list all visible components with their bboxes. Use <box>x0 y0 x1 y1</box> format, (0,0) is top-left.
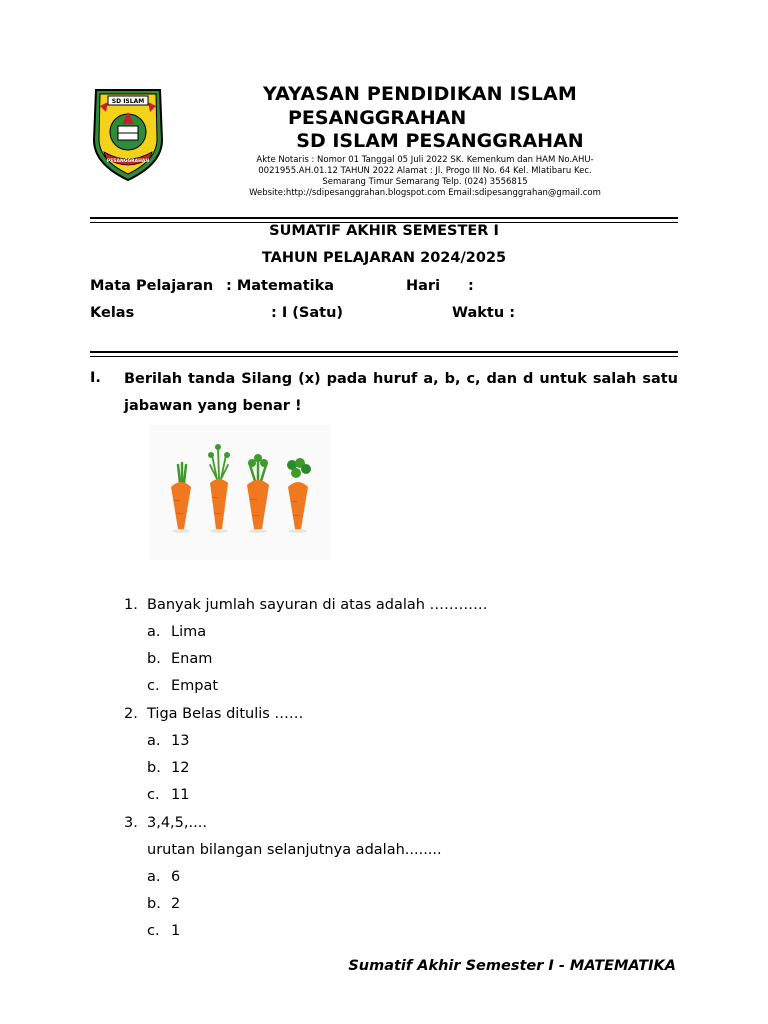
q2-option-b-text[interactable]: 12 <box>171 760 190 776</box>
header-divider-top <box>90 217 678 219</box>
class-label: Kelas <box>90 305 135 321</box>
logo-text-bottom: PESANGGRAHAN <box>106 159 150 164</box>
subject-label: Mata Pelajaran <box>90 278 214 294</box>
q3-option-b-text[interactable]: 2 <box>171 896 181 912</box>
class-value: : I (Satu) <box>271 305 344 321</box>
logo-text-top: SD ISLAM <box>111 98 145 105</box>
q3-option-b-letter[interactable]: b. <box>147 896 161 912</box>
day-value: : <box>468 278 474 294</box>
legal-line-4: Website:http://sdipesanggrahan.blogspot.com Email:sdipesanggrahan@gmail.com <box>249 188 601 198</box>
question-3-subtext: urutan bilangan selanjutnya adalah........ <box>147 842 442 858</box>
legal-line-1: Akte Notaris : Nomor 01 Tanggal 05 Juli 2022 SK. Kemenkum dan HAM No.AHU- <box>256 155 594 165</box>
subject-value: : Matematika <box>226 278 335 294</box>
q1-option-a-letter[interactable]: a. <box>147 624 161 640</box>
question-3-text: 3,4,5,.... <box>147 815 207 831</box>
section-number: I. <box>90 370 101 386</box>
school-legal-info <box>235 155 615 199</box>
school-name: SD ISLAM PESANGGRAHAN <box>296 130 584 152</box>
q1-option-b-letter[interactable]: b. <box>147 651 161 667</box>
legal-line-2: 0021955.AH.01.12 TAHUN 2022 Alamat : Jl. Progo III No. 64 Kel. Mlatibaru Kec. <box>258 166 592 176</box>
q2-option-a-letter[interactable]: a. <box>147 733 161 749</box>
question-2-number: 2. <box>124 706 138 722</box>
q3-option-c-text[interactable]: 1 <box>171 923 181 939</box>
page-footer: Sumatif Akhir Semester I - MATEMATIKA <box>348 958 676 974</box>
foundation-name: YAYASAN PENDIDIKAN ISLAM <box>262 83 578 105</box>
time-label: Waktu : <box>452 305 516 321</box>
q2-option-c-text[interactable]: 11 <box>171 787 190 803</box>
q1-option-c-letter[interactable]: c. <box>147 678 160 694</box>
legal-line-3: Semarang Timur Semarang Telp. (024) 3556815 <box>322 177 528 187</box>
q2-option-b-letter[interactable]: b. <box>147 760 161 776</box>
day-label: Hari <box>406 278 441 294</box>
question-1-number: 1. <box>124 597 138 613</box>
q3-option-c-letter[interactable]: c. <box>147 923 160 939</box>
question-3-number: 3. <box>124 815 138 831</box>
question-2-text: Tiga Belas ditulis …… <box>147 706 304 722</box>
q2-option-c-letter[interactable]: c. <box>147 787 160 803</box>
exam-year: TAHUN PELAJARAN 2024/2025 <box>261 250 507 266</box>
foundation-name-line2: PESANGGRAHAN <box>288 107 467 129</box>
section-instruction: Berilah tanda Silang (x) pada huruf a, b, c, dan d untuk salah satu jabawan yang benar ! <box>124 371 678 414</box>
q3-option-a-letter[interactable]: a. <box>147 869 161 885</box>
carrots-image <box>150 425 330 560</box>
question-1-text: Banyak jumlah sayuran di atas adalah ………… <box>147 597 488 613</box>
q3-option-a-text[interactable]: 6 <box>171 869 181 885</box>
info-divider-top <box>90 351 678 353</box>
info-divider-bottom <box>90 356 678 357</box>
q1-option-a-text[interactable]: Lima <box>171 624 207 640</box>
q1-option-b-text[interactable]: Enam <box>171 651 213 667</box>
q2-option-a-text[interactable]: 13 <box>171 733 190 749</box>
exam-title: SUMATIF AKHIR SEMESTER I <box>269 223 499 239</box>
q1-option-c-text[interactable]: Empat <box>171 678 219 694</box>
